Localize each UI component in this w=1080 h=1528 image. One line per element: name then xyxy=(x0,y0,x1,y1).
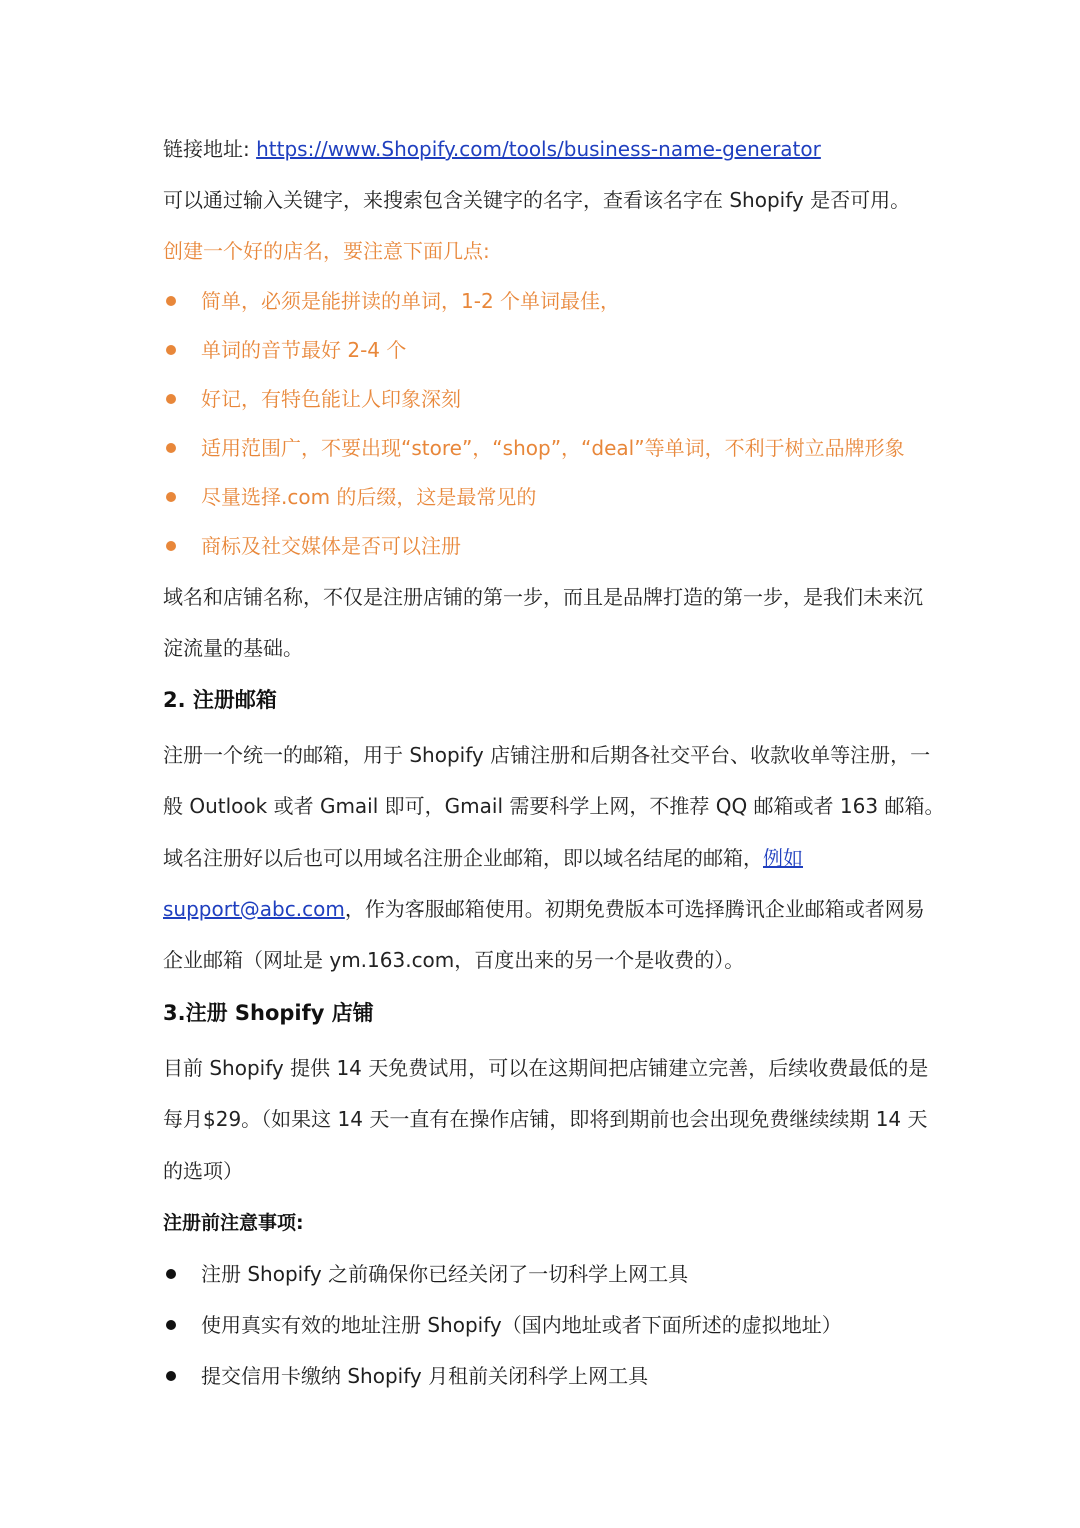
bullet-icon xyxy=(166,443,176,453)
conclusion-line-1: 域名和店铺名称，不仅是注册店铺的第一步，而且是品牌打造的第一步，是我们未来沉 xyxy=(163,585,923,609)
bullet-icon xyxy=(166,541,176,551)
bullet-icon xyxy=(166,1269,176,1279)
list-item-text: 好记，有特色能让人印象深刻 xyxy=(201,387,461,411)
list-item-text: 简单，必须是能拼读的单词，1-2 个单词最佳， xyxy=(201,289,621,313)
section-2-paragraph-line-5: 企业邮箱（网址是 ym.163.com，百度出来的另一个是收费的）。 xyxy=(163,948,745,972)
section-2-paragraph-line-3 xyxy=(163,844,803,872)
list-item-text: 尽量选择.com 的后缀，这是最常见的 xyxy=(201,485,537,509)
list-item-text: 提交信用卡缴纳 Shopify 月租前关闭科学上网工具 xyxy=(201,1364,649,1388)
section-3-paragraph-line-2: 每月$29。（如果这 14 天一直有在操作店铺，即将到期前也会出现免费继续续期 14 天 xyxy=(163,1107,928,1131)
bullet-icon xyxy=(166,492,176,502)
section-2-paragraph-line-2: 般 Outlook 或者 Gmail 即可，Gmail 需要科学上网，不推荐 QQ 邮箱或者 163 邮箱。 xyxy=(163,794,945,818)
conclusion-line-2: 淀流量的基础。 xyxy=(163,636,303,660)
list-item-text: 适用范围广，不要出现“store”，“shop”，“deal”等单词，不利于树立品牌形象 xyxy=(201,436,905,460)
section-2-title: 2. 注册邮箱 xyxy=(163,688,277,712)
section-2-paragraph-line-4 xyxy=(163,895,925,923)
bullet-icon xyxy=(166,394,176,404)
list-item-text: 使用真实有效的地址注册 Shopify（国内地址或者下面所述的虚拟地址） xyxy=(201,1313,842,1337)
link-line xyxy=(163,135,821,163)
list-item-text: 商标及社交媒体是否可以注册 xyxy=(201,534,461,558)
bullet-icon xyxy=(166,1320,176,1330)
business-name-generator-link[interactable]: https://www.Shopify.com/tools/business-name-generator xyxy=(256,137,821,161)
support-email-link[interactable]: support@abc.com xyxy=(163,897,345,921)
tips-intro: 创建一个好的店名，要注意下面几点: xyxy=(163,239,490,263)
email-intro-text: 域名注册好以后也可以用域名注册企业邮箱，即以域名结尾的邮箱， xyxy=(163,846,763,870)
bullet-icon xyxy=(166,1371,176,1381)
list-item-text: 单词的音节最好 2-4 个 xyxy=(201,338,407,362)
section-3-paragraph-line-1: 目前 Shopify 提供 14 天免费试用，可以在这期间把店铺建立完善，后续收费最低的是 xyxy=(163,1056,929,1080)
section-2-paragraph-line-1: 注册一个统一的邮箱，用于 Shopify 店铺注册和后期各社交平台、收款收单等注册，一 xyxy=(163,743,931,767)
link-description: 可以通过输入关键字，来搜索包含关键字的名字，查看该名字在 Shopify 是否可用。 xyxy=(163,188,911,212)
link-label: 链接地址: xyxy=(163,137,257,161)
bullet-icon xyxy=(166,345,176,355)
section-3-title: 3.注册 Shopify 店铺 xyxy=(163,1001,374,1025)
notes-title: 注册前注意事项: xyxy=(163,1212,304,1234)
section-3-paragraph-line-3: 的选项） xyxy=(163,1159,243,1183)
email-usage-text: ，作为客服邮箱使用。初期免费版本可选择腾讯企业邮箱或者网易 xyxy=(344,897,925,921)
example-link[interactable]: 例如 xyxy=(763,846,803,870)
bullet-icon xyxy=(166,296,176,306)
list-item-text: 注册 Shopify 之前确保你已经关闭了一切科学上网工具 xyxy=(201,1262,689,1286)
